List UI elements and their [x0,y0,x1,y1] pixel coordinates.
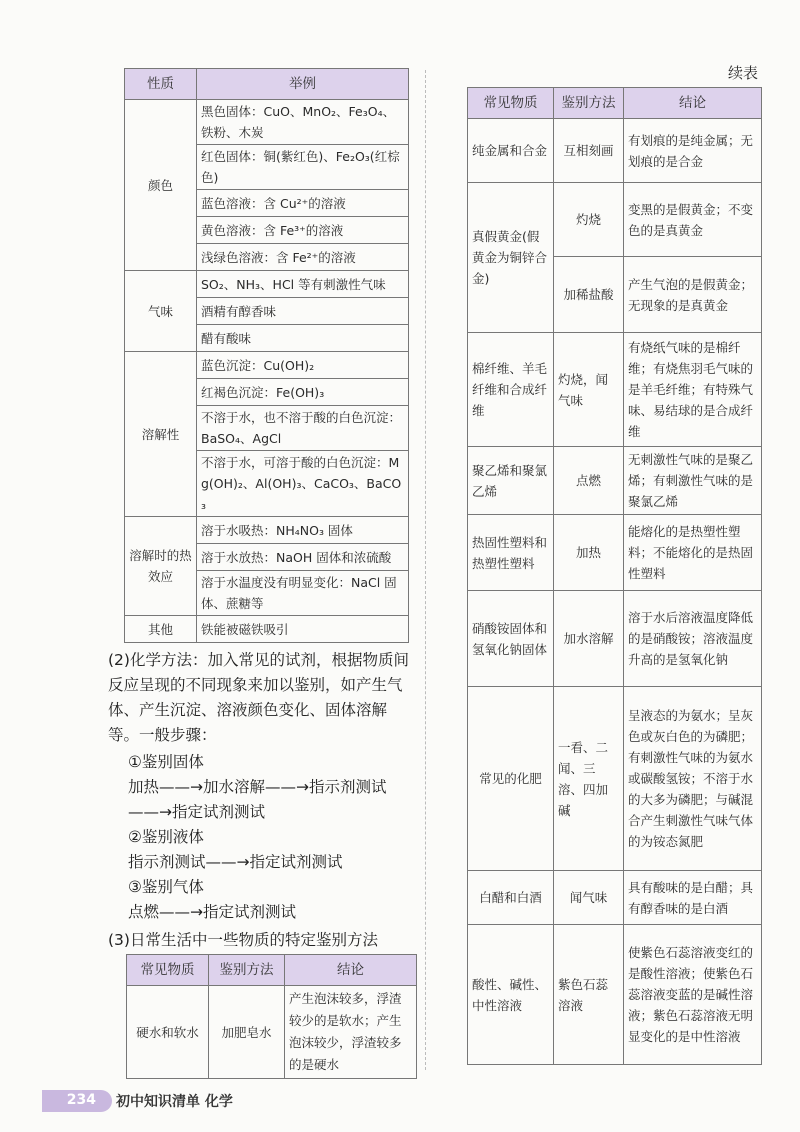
steps-block [128,750,413,925]
conclusion-cell: 呈液态的为氨水；呈灰色或灰白色的为磷肥；有刺激性气味的为氨水或碳酸氢铵；不溶于水的大多为磷肥；与碱混合产生刺激性气味气体的为铵态氮肥 [624,687,762,871]
method-cell: 互相刻画 [554,119,624,183]
identification-table [467,87,762,1065]
conclusion-cell: 产生气泡的是假黄金；无现象的是真黄金 [624,257,762,333]
page-number: 234 [66,1092,96,1108]
example-cell: 蓝色溶液：含 Cu²⁺的溶液 [197,190,409,217]
header-conclusion: 结论 [624,88,762,119]
method-cell: 灼烧，闻气味 [554,333,624,447]
conclusion-cell: 能熔化的是热塑性塑料；不能熔化的是热固性塑料 [624,515,762,591]
example-cell: 醋有酸味 [197,325,409,352]
substance-cell: 硝酸铵固体和氢氧化钠固体 [468,591,554,687]
example-cell: 红色固体：铜(紫红色)、Fe₂O₃(红棕色) [197,145,409,190]
example-cell: 黑色固体：CuO、MnO₂、Fe₃O₄、铁粉、木炭 [197,100,409,145]
header-example: 举例 [197,69,409,100]
conclusion-cell: 溶于水后溶液温度降低的是硝酸铵；溶液温度升高的是氢氧化钠 [624,591,762,687]
substance-cell: 纯金属和合金 [468,119,554,183]
example-cell: 溶于水温度没有明显变化：NaCl 固体、蔗糖等 [197,571,409,616]
example-cell: SO₂、NH₃、HCl 等有刺激性气味 [197,271,409,298]
header-substance: 常见物质 [127,955,209,986]
substance-cell: 热固性塑料和热塑性塑料 [468,515,554,591]
step1-flow: 加热——→加水溶解——→指示剂测试——→指定试剂测试 [128,778,387,821]
header-property: 性质 [125,69,197,100]
header-method: 鉴别方法 [554,88,624,119]
conclusion-cell: 产生泡沫较多，浮渣较少的是软水；产生泡沫较少，浮渣较多的是硬水 [285,986,417,1079]
properties-table [124,68,409,643]
section-3-title: (3)日常生活中一些物质的特定鉴别方法 [108,931,378,949]
section-2 [108,648,410,748]
page-number-badge [42,1090,112,1112]
header-method: 鉴别方法 [209,955,285,986]
property-color: 颜色 [125,100,197,271]
example-cell: 黄色溶液：含 Fe³⁺的溶液 [197,217,409,244]
step3-flow: 点燃——→指定试剂测试 [128,903,296,921]
substance-cell: 酸性、碱性、中性溶液 [468,925,554,1065]
property-solubility: 溶解性 [125,352,197,517]
conclusion-cell: 无刺激性气味的是聚乙烯；有刺激性气味的是聚氯乙烯 [624,447,762,515]
water-hardness-table [126,954,417,1079]
step1-title: ①鉴别固体 [128,753,204,771]
conclusion-cell: 使紫色石蕊溶液变红的是酸性溶液；使紫色石蕊溶液变蓝的是碱性溶液；紫色石蕊溶液无明显变化的是中性溶液 [624,925,762,1065]
example-cell: 浅绿色溶液：含 Fe²⁺的溶液 [197,244,409,271]
continued-label: 续表 [728,64,759,82]
method-cell: 加水溶解 [554,591,624,687]
example-cell: 不溶于水，可溶于酸的白色沉淀：Mg(OH)₂、Al(OH)₃、CaCO₃、BaCO₃ [197,451,409,517]
method-cell: 点燃 [554,447,624,515]
substance-cell: 棉纤维、羊毛纤维和合成纤维 [468,333,554,447]
substance-cell: 常见的化肥 [468,687,554,871]
example-cell: 蓝色沉淀：Cu(OH)₂ [197,352,409,379]
column-separator [425,70,426,1070]
header-substance: 常见物质 [468,88,554,119]
substance-cell: 聚乙烯和聚氯乙烯 [468,447,554,515]
conclusion-cell: 变黑的是假黄金；不变色的是真黄金 [624,183,762,257]
substance-cell: 白醋和白酒 [468,871,554,925]
conclusion-cell: 有烧纸气味的是棉纤维；有烧焦羽毛气味的是羊毛纤维；有特殊气味、易结球的是合成纤维 [624,333,762,447]
example-cell: 酒精有醇香味 [197,298,409,325]
example-cell: 铁能被磁铁吸引 [197,616,409,643]
example-cell: 溶于水吸热：NH₄NO₃ 固体 [197,517,409,544]
method-cell: 灼烧 [554,183,624,257]
method-cell: 加肥皂水 [209,986,285,1079]
substance-cell: 硬水和软水 [127,986,209,1079]
conclusion-cell: 有划痕的是纯金属；无划痕的是合金 [624,119,762,183]
property-heat-effect: 溶解时的热效应 [125,517,197,616]
header-conclusion: 结论 [285,955,417,986]
example-cell: 溶于水放热：NaOH 固体和浓硫酸 [197,544,409,571]
method-cell: 加热 [554,515,624,591]
step2-flow: 指示剂测试——→指定试剂测试 [128,853,343,871]
method-cell: 一看、二闻、三溶、四加碱 [554,687,624,871]
substance-cell: 真假黄金(假黄金为铜锌合金) [468,183,554,333]
property-other: 其他 [125,616,197,643]
step2-title: ②鉴别液体 [128,828,204,846]
example-cell: 红褐色沉淀：Fe(OH)₃ [197,379,409,406]
book-title: 初中知识清单 化学 [116,1094,233,1110]
step3-title: ③鉴别气体 [128,878,204,896]
method-cell: 加稀盐酸 [554,257,624,333]
conclusion-cell: 具有酸味的是白醋；具有醇香味的是白酒 [624,871,762,925]
property-odor: 气味 [125,271,197,352]
section-2-intro: (2)化学方法：加入常见的试剂，根据物质间反应呈现的不同现象来加以鉴别，如产生气体、产生沉淀、溶液颜色变化、固体溶解等。一般步骤： [108,651,409,744]
method-cell: 闻气味 [554,871,624,925]
example-cell: 不溶于水，也不溶于酸的白色沉淀：BaSO₄、AgCl [197,406,409,451]
method-cell: 紫色石蕊溶液 [554,925,624,1065]
